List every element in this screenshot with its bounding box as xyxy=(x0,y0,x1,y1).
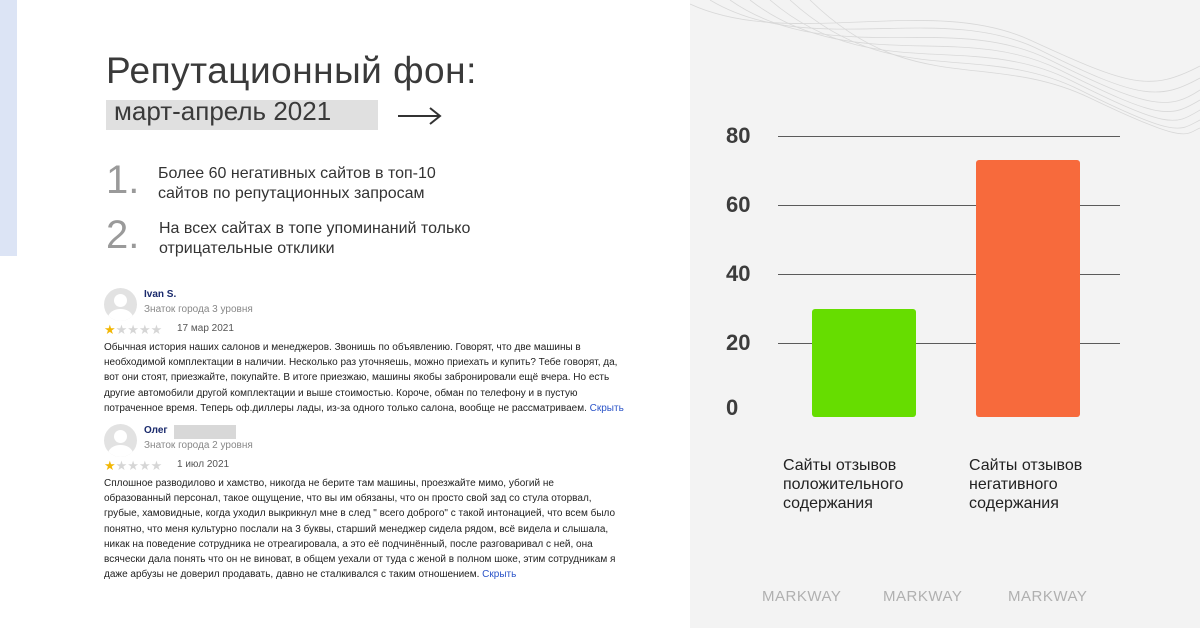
collapse-review-link[interactable]: Скрыть xyxy=(482,569,517,581)
review-date: 1 июл 2021 xyxy=(177,459,230,470)
category-label-line: положительного xyxy=(783,476,904,493)
star-icon: ★★★★ xyxy=(115,322,163,337)
point-line: сайтов по репутационных запросам xyxy=(158,185,425,202)
star-icon: ★ xyxy=(104,458,116,473)
review-author[interactable]: Ivan S. xyxy=(144,289,177,300)
point-text xyxy=(158,164,436,204)
y-tick-label: 40 xyxy=(726,261,751,286)
category-label-line: содержания xyxy=(783,495,873,512)
review-line: необходимой комплектации в наличии. Несколько раз уточняешь, можно приехать и купить? Тебе говорят, да, xyxy=(104,357,618,369)
review-line: никак на поведение сотрудника не отреагировала, а это её подчинённый, после разговаривал с ней, она xyxy=(104,538,593,550)
review-line: грубые, хамовидные, когда уходил выкрикнул мне в след " всего доброго" с такой интонацией, что всем было xyxy=(104,508,616,520)
point-line: отрицательные отклики xyxy=(159,240,335,257)
review-card xyxy=(104,424,668,584)
y-tick-label: 80 xyxy=(726,123,751,148)
review-text xyxy=(104,476,668,582)
category-label-line: негативного xyxy=(969,476,1058,493)
review-author[interactable]: Олег xyxy=(144,425,168,436)
point-text xyxy=(159,219,470,259)
review-line: потраченное время. Теперь оф.диллеры лады, из-за одного только салона, вообще не рассматриваем. xyxy=(104,402,587,414)
point-number: 2. xyxy=(106,213,140,257)
point-line: Более 60 негативных сайтов в топ-10 xyxy=(158,165,436,182)
review-line: всячески дала понять что он не виноват, в общем уехали от туда с женой в полном шоке, этим сотрудникам я xyxy=(104,554,616,566)
review-line: даже арбузы не доверил продавать, давно не сталкивался с таким отношением. xyxy=(104,569,480,581)
review-date: 17 мар 2021 xyxy=(177,323,234,334)
star-rating xyxy=(104,322,162,338)
author-badge: Знаток города 2 уровня xyxy=(144,440,253,451)
gridline xyxy=(778,136,1120,137)
watermark-text: MARKWAY xyxy=(883,588,963,605)
collapse-review-link[interactable]: Скрыть xyxy=(589,402,624,414)
category-label-line: Сайты отзывов xyxy=(783,457,897,474)
y-tick-label: 20 xyxy=(726,330,751,355)
review-line: Сплошное разводилово и хамство, никогда не берите там машины, проезжайте мимо, убогий не xyxy=(104,478,554,489)
star-icon: ★ xyxy=(104,322,116,337)
page-subtitle: март-апрель 2021 xyxy=(114,96,332,126)
category-label-line: содержания xyxy=(969,495,1059,512)
review-line: Обычная история наших салонов и менеджеров. Звонишь по объявлению. Говорят, что две машины в xyxy=(104,342,581,353)
category-label-line: Сайты отзывов xyxy=(969,457,1083,474)
review-line: образованный персонал, такое ощущение, что вы им обязаны, что он просто свой зад со стула оторвал, xyxy=(104,493,592,505)
watermark-text: MARKWAY xyxy=(762,588,842,605)
review-line: другие автомобили другой комплектации и выше стоимостью. Короче, обман по телефону и в пустую xyxy=(104,387,578,399)
star-icon: ★★★★ xyxy=(115,458,163,473)
user-avatar-icon xyxy=(104,424,137,457)
y-tick-label: 60 xyxy=(726,192,751,217)
star-rating xyxy=(104,458,162,474)
user-avatar-icon xyxy=(104,288,137,321)
bar xyxy=(812,309,916,418)
y-tick-label: 0 xyxy=(726,395,739,420)
category-label xyxy=(783,456,903,513)
point-line: На всех сайтах в топе упоминаний только xyxy=(159,220,471,237)
review-line: вот они стоят, приезжайте, покупайте. В итоге приезжаю, машины якобы забронировали ещё вчера. Но есть xyxy=(104,372,610,384)
point-number: 1. xyxy=(106,158,140,202)
page-title: Репутационный фон: xyxy=(106,50,477,91)
chart-panel xyxy=(690,0,1200,628)
review-line: понятно, что меня культурно послали на 3 буквы, старший менеджер сидела рядом, всё видела и слышала, xyxy=(104,523,609,535)
category-label xyxy=(969,456,1082,513)
bar xyxy=(976,160,1080,417)
watermark-text: MARKWAY xyxy=(1008,588,1088,605)
review-card xyxy=(104,288,668,416)
author-badge: Знаток города 3 уровня xyxy=(144,304,253,315)
arrow-right-icon xyxy=(397,106,443,126)
redacted-surname xyxy=(174,425,236,439)
wave-pattern-decoration xyxy=(690,0,1200,140)
review-text xyxy=(104,340,668,416)
left-accent-bar xyxy=(0,0,17,256)
